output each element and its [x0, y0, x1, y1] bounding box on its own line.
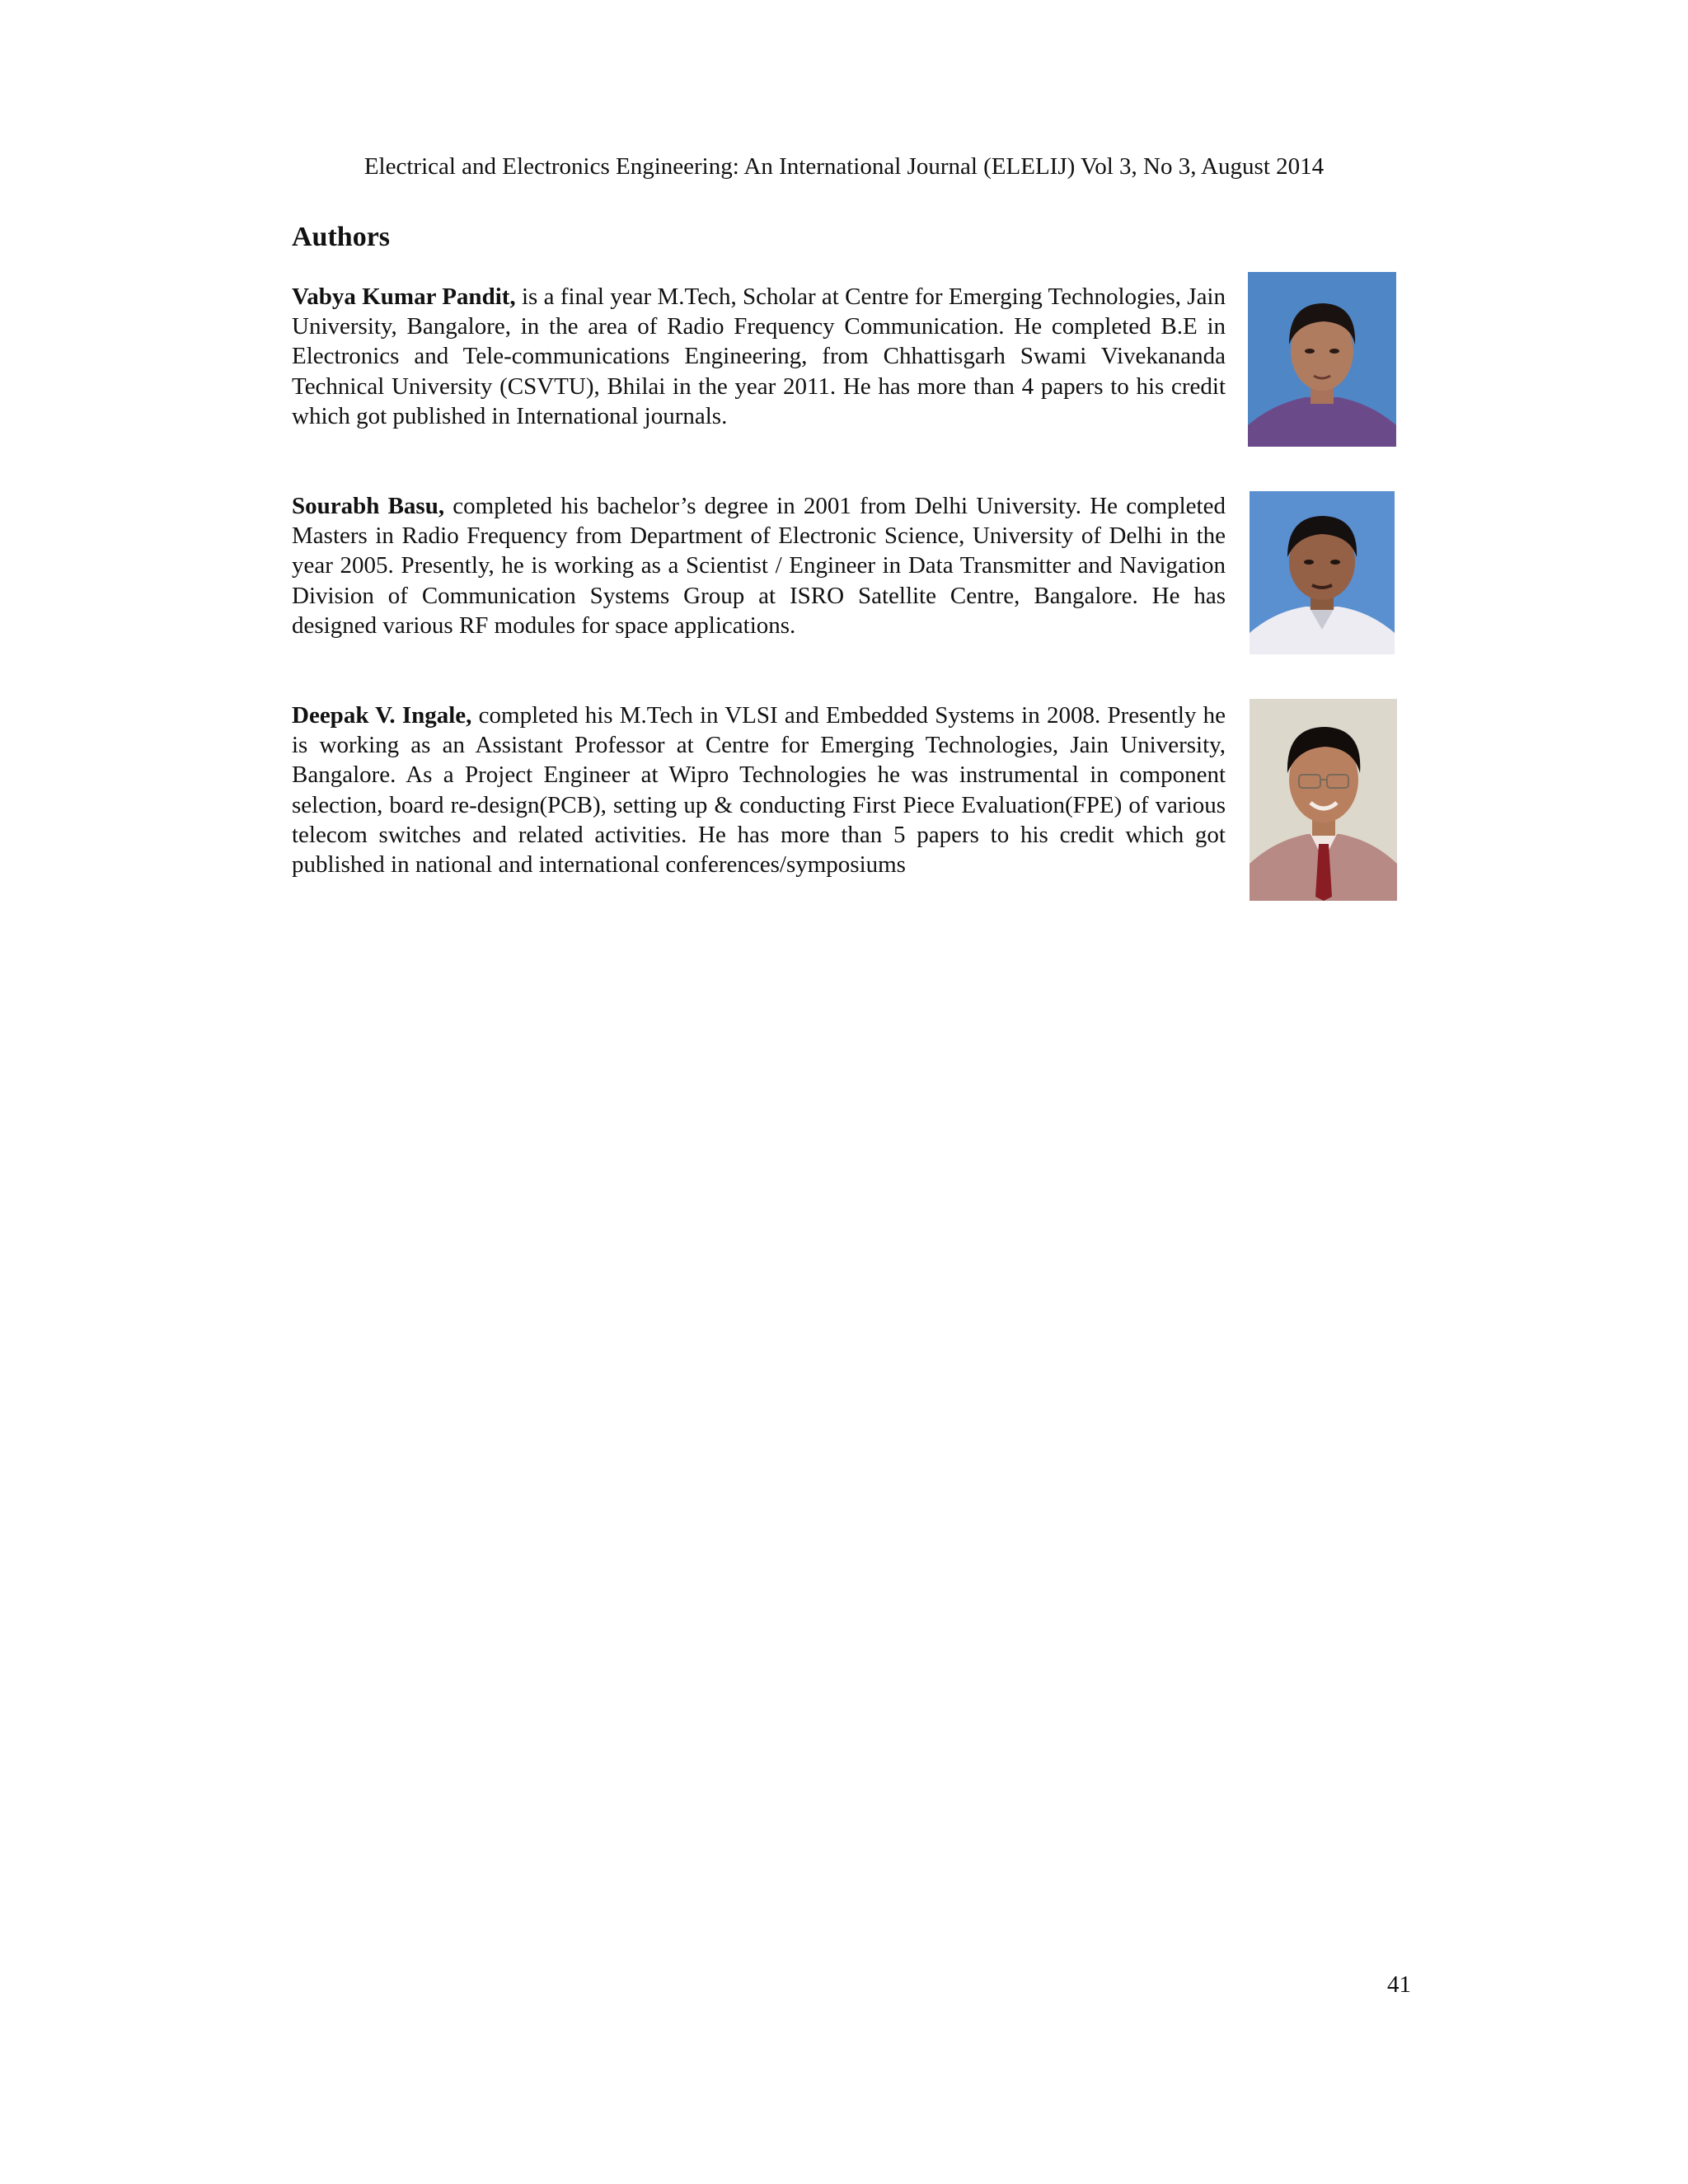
- author-bio-text-3: completed his M.Tech in VLSI and Embedded Systems in 2008. Presently he is working as an Assistant Professor at Centre for Emerging Technologies, Jain University, Bangalore. As a Project Engineer at Wipro Technologies he was instrumental in component selection, board re-design(PCB), setting up & conducting First Piece Evaluation(FPE) of various telecom switches and related activities. He has more than 5 papers to his credit which got published in national and international conferences/symposiums: [292, 702, 1226, 879]
- running-header: Electrical and Electronics Engineering: An International Journal (ELELIJ) Vol 3, No 3, August 2014: [363, 153, 1325, 180]
- author-bio-text-2: completed his bachelor’s degree in 2001 from Delhi University. He completed Masters in Radio Frequency from Department of Electronic Science, University of Delhi in the year 2005. Presently, he is working as a Scientist / Engineer in Data Transmitter and Navigation Division of Communication Systems Group at ISRO Satellite Centre, Bangalore. He has designed various RF modules for space applications.: [292, 493, 1226, 639]
- author-photo-3: [1250, 699, 1397, 901]
- author-name-1: Vabya Kumar Pandit,: [292, 284, 516, 310]
- author-photo-1: [1248, 272, 1396, 447]
- page-number: 41: [1387, 1971, 1411, 1998]
- author-photo-2: [1250, 491, 1395, 654]
- author-name-2: Sourabh Basu,: [292, 493, 445, 519]
- author-name-3: Deepak V. Ingale,: [292, 702, 472, 729]
- author-bio-2: [292, 491, 1226, 640]
- author-bio-text-1: is a final year M.Tech, Scholar at Centre for Emerging Technologies, Jain University, Bangalore, in the area of Radio Frequency Communication. He completed B.E in Electronics and Tele-communications Engineering, from Chhattisgarh Swami Vivekananda Technical University (CSVTU), Bhilai in the year 2011. He has more than 4 papers to his credit which got published in International journals.: [292, 284, 1226, 429]
- author-bio-3: [292, 701, 1226, 879]
- section-heading: Authors: [292, 222, 391, 252]
- author-bio-1: [292, 282, 1226, 431]
